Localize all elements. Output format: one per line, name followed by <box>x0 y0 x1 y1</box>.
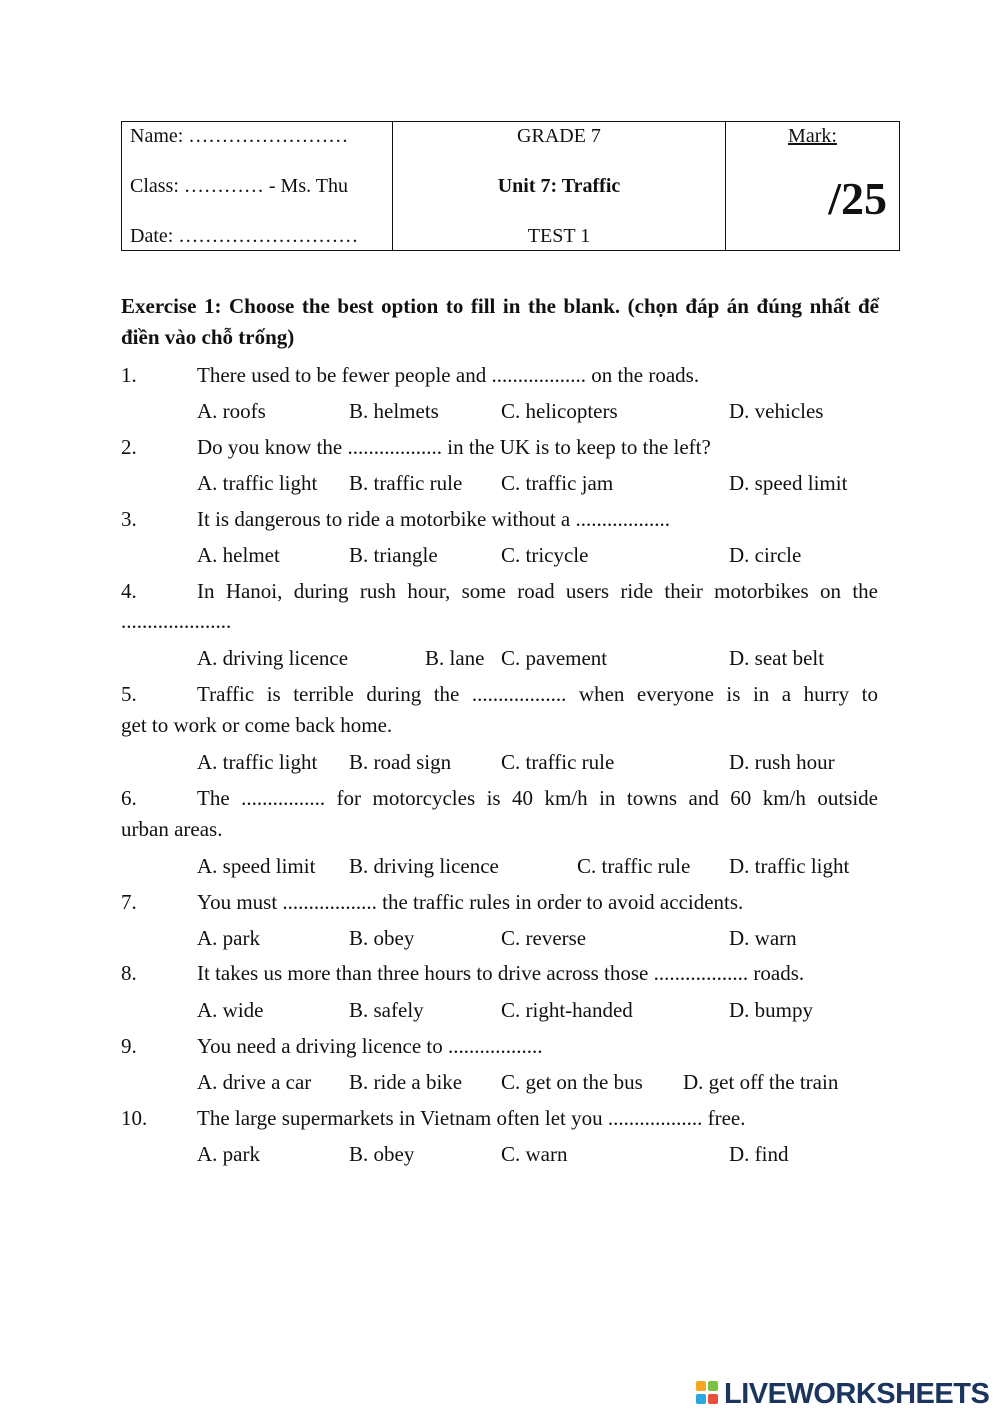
question-text-continued: ..................... <box>121 609 232 633</box>
option-b: B. driving licence <box>349 854 499 878</box>
option-c: C. pavement <box>501 646 608 670</box>
class-line: Class: ………… - Ms. Thu <box>130 175 348 197</box>
question-text: The large supermarkets in Vietnam often let you .................. free. <box>197 1106 746 1130</box>
question-number: 2. <box>121 435 137 459</box>
option-b: B. helmets <box>349 399 439 423</box>
watermark-text: LIVEWORKSHEETS <box>724 1377 990 1410</box>
name-line: Name: …………………… <box>130 125 349 147</box>
question-text: It is dangerous to ride a motorbike without a .................. <box>197 507 671 531</box>
option-c: C. traffic rule <box>501 750 615 774</box>
option-a: A. drive a car <box>197 1070 312 1094</box>
exercise-title: Exercise 1: Choose the best option to fill in the blank. (chọn đáp án đúng nhất để điền vào chỗ trống) <box>121 294 879 349</box>
option-a: A. traffic light <box>197 750 318 774</box>
option-d: D. circle <box>729 543 802 567</box>
option-d: D. bumpy <box>729 998 813 1022</box>
option-c: C. traffic jam <box>501 471 614 495</box>
unit-title: Unit 7: Traffic <box>497 175 621 197</box>
question-number: 9. <box>121 1034 137 1058</box>
option-d: D. warn <box>729 926 797 950</box>
grade-label: GRADE 7 <box>517 125 601 147</box>
question-text: Do you know the .................. in the UK is to keep to the left? <box>197 435 711 459</box>
test-label: TEST 1 <box>527 225 591 247</box>
option-a: A. roofs <box>197 399 266 423</box>
question-text: There used to be fewer people and .................. on the roads. <box>197 363 700 387</box>
total-score: /25 <box>828 173 887 224</box>
header-table <box>121 121 900 251</box>
mark-cell <box>726 122 899 250</box>
option-b: B. road sign <box>349 750 452 774</box>
question-text: The ................ for motorcycles is 40 km/h in towns and 60 km/h outside <box>197 786 878 810</box>
question-text: In Hanoi, during rush hour, some road users ride their motorbikes on the <box>197 579 878 603</box>
question-number: 1. <box>121 363 137 387</box>
question-number: 6. <box>121 786 137 810</box>
option-b: B. traffic rule <box>349 471 463 495</box>
question-number: 10. <box>121 1106 148 1130</box>
question-number: 8. <box>121 961 137 985</box>
question-text: You need a driving licence to .................. <box>197 1034 543 1058</box>
option-c: C. get on the bus <box>501 1070 643 1094</box>
option-a: A. wide <box>197 998 264 1022</box>
option-a: A. park <box>197 1142 260 1166</box>
option-a: A. traffic light <box>197 471 318 495</box>
option-b: B. safely <box>349 998 424 1022</box>
option-d: D. speed limit <box>729 471 848 495</box>
option-a: A. helmet <box>197 543 280 567</box>
option-a: A. speed limit <box>197 854 316 878</box>
option-d: D. seat belt <box>729 646 825 670</box>
option-c: C. reverse <box>501 926 587 950</box>
date-line: Date: ……………………… <box>130 225 359 247</box>
option-c: C. tricycle <box>501 543 589 567</box>
option-d: D. vehicles <box>729 399 824 423</box>
option-c: C. traffic rule <box>577 854 691 878</box>
question-text-continued: get to work or come back home. <box>121 713 393 737</box>
question-text: It takes us more than three hours to drive across those .................. roads. <box>197 961 805 985</box>
option-d: D. rush hour <box>729 750 835 774</box>
liveworksheets-logo-icon <box>696 1379 722 1409</box>
question-text: You must .................. the traffic rules in order to avoid accidents. <box>197 890 744 914</box>
question-text: Traffic is terrible during the .................. when everyone is in a hurry to <box>197 682 878 706</box>
student-info-cell <box>122 122 393 250</box>
option-d: D. traffic light <box>729 854 850 878</box>
question-number: 4. <box>121 579 137 603</box>
option-c: C. right-handed <box>501 998 633 1022</box>
question-number: 5. <box>121 682 137 706</box>
option-a: A. park <box>197 926 260 950</box>
option-c: C. helicopters <box>501 399 618 423</box>
option-b: B. triangle <box>349 543 438 567</box>
option-a: A. driving licence <box>197 646 349 670</box>
test-info-cell <box>393 122 726 250</box>
mark-label: Mark: <box>788 125 837 147</box>
option-b: B. obey <box>349 926 415 950</box>
question-text-continued: urban areas. <box>121 817 223 841</box>
option-d: D. find <box>729 1142 789 1166</box>
option-b: B. ride a bike <box>349 1070 463 1094</box>
option-c: C. warn <box>501 1142 568 1166</box>
option-b: B. obey <box>349 1142 415 1166</box>
option-b: B. lane <box>425 646 485 670</box>
question-number: 7. <box>121 890 137 914</box>
question-number: 3. <box>121 507 137 531</box>
liveworksheets-watermark <box>696 1378 989 1410</box>
option-d: D. get off the train <box>683 1070 839 1094</box>
